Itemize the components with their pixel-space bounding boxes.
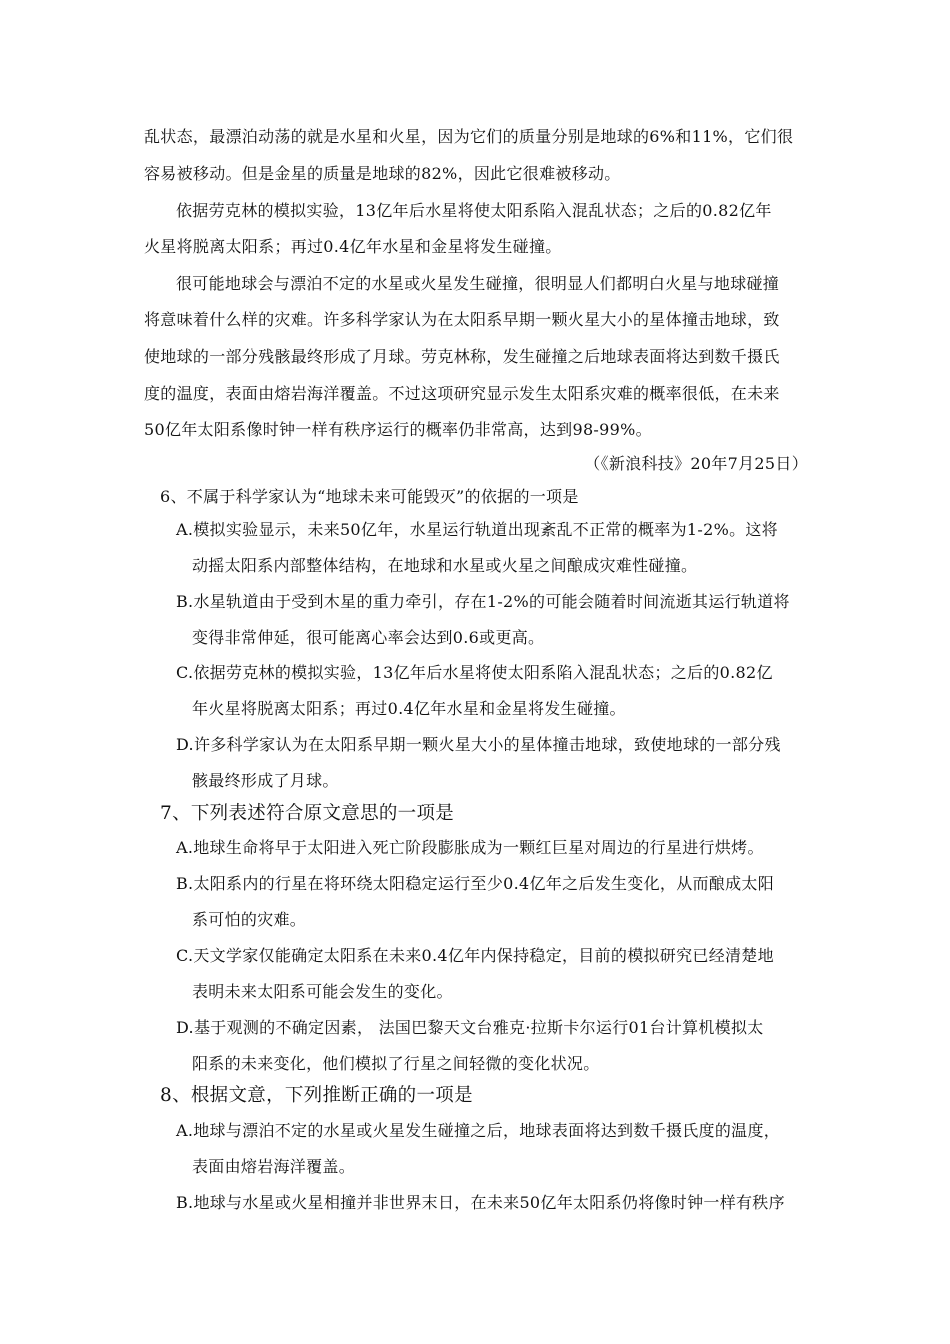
passage-line: 乱状态，最漂泊动荡的就是水星和火星，因为它们的质量分别是地球的6%和11%，它们很 xyxy=(144,127,794,146)
question-8-stem: 8、根据文意，下列推断正确的一项是 xyxy=(160,1085,473,1106)
question-8-option-a: A.地球与漂泊不定的水星或火星发生碰撞之后，地球表面将达到数千摄氏度的温度， xyxy=(176,1121,781,1140)
passage-line: 火星将脱离太阳系；再过0.4亿年水星和金星将发生碰撞。 xyxy=(144,237,562,256)
passage-line: 使地球的一部分残骸最终形成了月球。劳克林称，发生碰撞之后地球表面将达到数千摄氏 xyxy=(144,347,780,366)
question-6-option-b-cont: 变得非常伸延，很可能离心率会达到0.6或更高。 xyxy=(192,628,545,647)
question-6-option-a-cont: 动摇太阳系内部整体结构，在地球和水星或火星之间酿成灾难性碰撞。 xyxy=(192,556,698,575)
passage-line: 度的温度，表面由熔岩海洋覆盖。不过这项研究显示发生太阳系灾难的概率很低，在未来 xyxy=(144,384,780,403)
question-7-option-b-cont: 系可怕的灾难。 xyxy=(192,910,307,929)
passage-line: 50亿年太阳系像时钟一样有秩序运行的概率仍非常高，达到98-99%。 xyxy=(144,420,652,439)
passage-source: （《新浪科技》20年7月25日） xyxy=(584,454,808,473)
question-7-option-b: B.太阳系内的行星在将环绕太阳稳定运行至少0.4亿年之后发生变化，从而酿成太阳 xyxy=(176,874,774,893)
passage-line: 将意味着什么样的灾难。许多科学家认为在太阳系早期一颗火星大小的星体撞击地球，致 xyxy=(144,310,780,329)
question-7-option-d-cont: 阳系的未来变化，他们模拟了行星之间轻微的变化状况。 xyxy=(192,1054,600,1073)
passage-line: 容易被移动。但是金星的质量是地球的82%，因此它很难被移动。 xyxy=(144,164,621,183)
question-7-option-a: A.地球生命将早于太阳进入死亡阶段膨胀成为一颗红巨星对周边的行星进行烘烤。 xyxy=(176,838,764,857)
question-6-option-d-cont: 骸最终形成了月球。 xyxy=(192,771,339,790)
question-6-option-c-cont: 年火星将脱离太阳系；再过0.4亿年水星和金星将发生碰撞。 xyxy=(192,699,626,718)
question-6-stem: 6、不属于科学家认为“地球未来可能毁灭”的依据的一项是 xyxy=(160,487,579,506)
question-6-option-d: D.许多科学家认为在太阳系早期一颗火星大小的星体撞击地球，致使地球的一部分残 xyxy=(176,735,781,754)
question-6-option-c: C.依据劳克林的模拟实验，13亿年后水星将使太阳系陷入混乱状态；之后的0.82亿 xyxy=(176,663,773,682)
question-7-stem: 7、下列表述符合原文意思的一项是 xyxy=(160,803,455,824)
question-7-option-d: D.基于观测的不确定因素， 法国巴黎天文台雅克·拉斯卡尔运行01台计算机模拟太 xyxy=(176,1018,764,1037)
question-7-option-c-cont: 表明未来太阳系可能会发生的变化。 xyxy=(192,982,453,1001)
question-7-option-c: C.天文学家仅能确定太阳系在未来0.4亿年内保持稳定，目前的模拟研究已经清楚地 xyxy=(176,946,774,965)
question-6-option-b: B.水星轨道由于受到木星的重力牵引，存在1-2%的可能会随着时间流逝其运行轨道将 xyxy=(176,592,790,611)
question-6-option-a: A.模拟实验显示，未来50亿年，水星运行轨道出现紊乱不正常的概率为1-2%。这将 xyxy=(176,520,778,539)
question-8-option-a-cont: 表面由熔岩海洋覆盖。 xyxy=(192,1157,356,1176)
passage-line: 依据劳克林的模拟实验，13亿年后水星将使太阳系陷入混乱状态；之后的0.82亿年 xyxy=(176,201,772,220)
passage-line: 很可能地球会与漂泊不定的水星或火星发生碰撞，很明显人们都明白火星与地球碰撞 xyxy=(176,274,780,293)
question-8-option-b: B.地球与水星或火星相撞并非世界末日，在未来50亿年太阳系仍将像时钟一样有秩序 xyxy=(176,1193,785,1212)
